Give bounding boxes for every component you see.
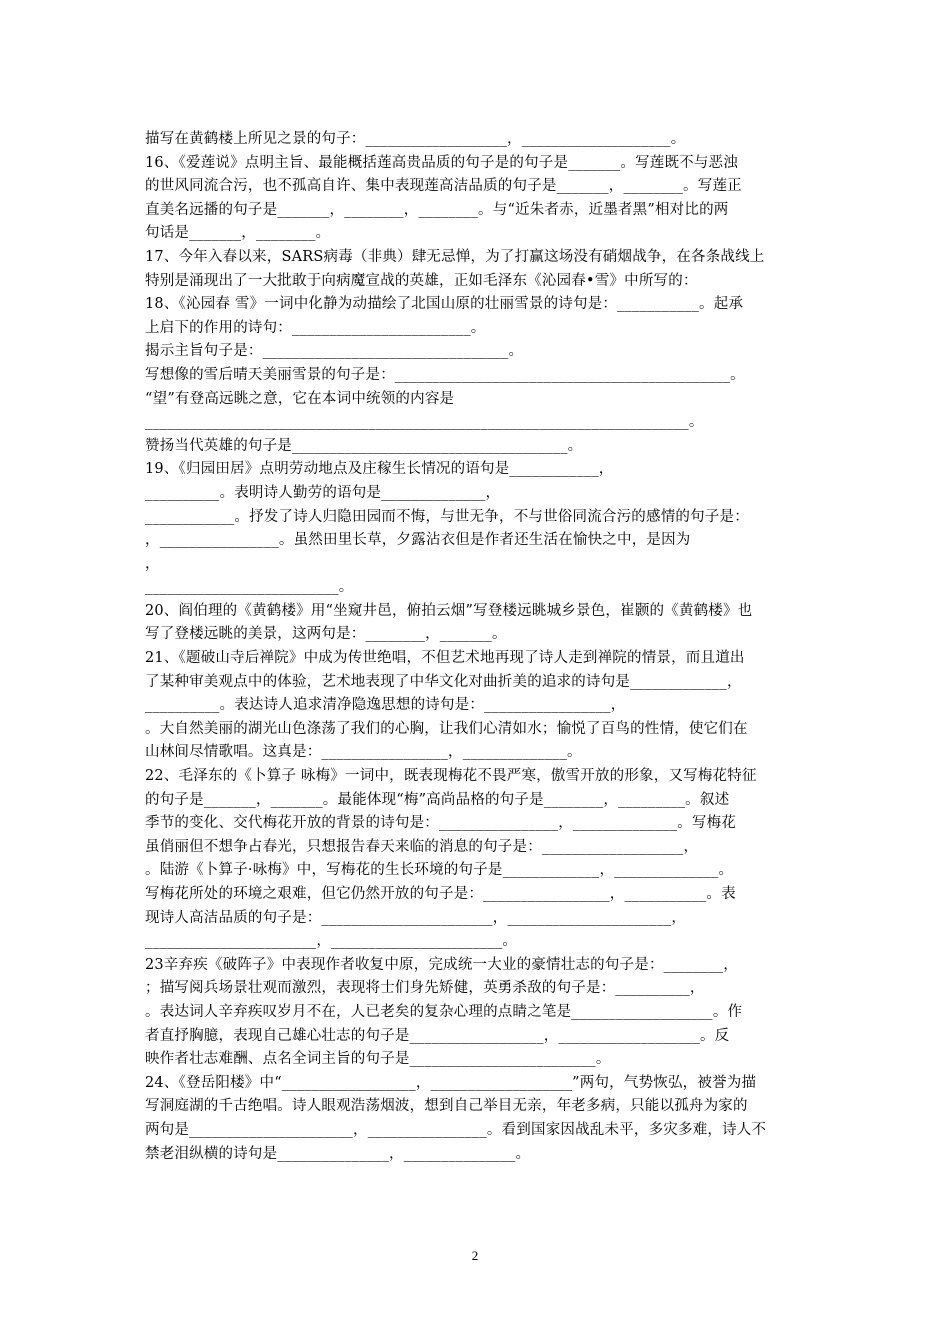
text-line: __________。表达诗人追求清净隐逸思想的诗句是：_________________， (145, 697, 626, 714)
text-line: 写梅花所处的环境之艰难，但它仍然开放的句子是：_________________，___________。表 (145, 886, 736, 902)
text-line: 赞扬当代英雄的句子是_____________________________________。 (145, 437, 583, 454)
text-line: 现诗人高洁品质的句子是：_______________________，______________________， (145, 909, 687, 926)
text-line: 19、《归园田居》点明劳动地点及庄稼生长情况的语句是____________， (145, 461, 614, 478)
text-line: 。表达词人辛弃疾叹岁月不在，人已老矣的复杂心理的点睛之笔是___________________。作 (145, 1003, 743, 1020)
text-line: 句话是_______，________。 (145, 225, 331, 242)
text-line: __________________________。 (145, 579, 354, 596)
text-line: “望”有登高远眺之意，它在本词中统领的内容是 (145, 390, 455, 407)
text-line: 写想像的雪后晴天美丽雪景的句子是：_____________________________________________。 (145, 366, 745, 383)
text-line: _______________________，_______________________。 (145, 933, 518, 950)
text-line: 18、《沁园春 雪》一词中化静为动描绘了北国山原的壮丽雪景的诗句是：___________。起承 (145, 296, 744, 313)
text-line: 山林间尽情歌唱。这真是：_________________，______________。 (145, 744, 582, 761)
text-line: 直美名远播的句子是_______，________，________。与“近朱者赤，近墨者黑”相对比的两 (145, 201, 729, 218)
text-line: 禁老泪纵横的诗句是_______________，_______________。 (145, 1145, 531, 1162)
text-line: 。陆游《卜算子·咏梅》中，写梅花的生长环境的句子是_____________，______________。 (145, 862, 734, 879)
text-line: 16、《爱莲说》点明主旨、最能概括莲高贵品质的句子是的句子是_______。写莲既不与恶浊 (145, 154, 738, 171)
text-line: 23辛弃疾《破阵子》中表现作者收复中原，完成统一大业的豪情壮志的句子是：________， (145, 956, 738, 973)
text-line: 特别是涌现出了一大批敢于向病魔宣战的英雄，正如毛泽东《沁园春•雪》中所写的： (145, 272, 698, 289)
text-line: 上启下的作用的诗句：________________________。 (145, 319, 486, 336)
text-line: 20、阎伯理的《黄鹤楼》用“坐窥井邑，俯拍云烟”写登楼远眺城乡景色，崔颢的《黄鹤楼》也 (145, 602, 753, 619)
text-line: ____________。抒发了诗人归隐田园而不悔，与世无争，不与世俗同流合污的感情的句子是： (145, 508, 749, 525)
text-line: 的句子是_______，_______。最能体现“梅”高尚品格的句子是________，_________。叙述 (145, 791, 730, 808)
text-line: 24、《登岳阳楼》中“__________________，___________________”两句，气势恢弘，被誉为描 (145, 1074, 757, 1091)
text-line: 映作者壮志难酬、点名全词主旨的句子是_________________________。 (145, 1051, 611, 1068)
text-line: 22、毛泽东的《卜算子 咏梅》一词中，既表现梅花不畏严寒，傲雪开放的形象，又写梅花特征 (145, 768, 757, 785)
text-line: 两句是______________________，________________。看到国家因战乱未平，多灾多难，诗人不 (145, 1121, 767, 1138)
text-line: 写了登楼远眺的美景，这两句是：________，_______。 (145, 626, 507, 643)
text-line: ；描写阅兵场景壮观而激烈，表现将士们身先矫健，英勇杀敌的句子是：__________， (145, 980, 705, 997)
text-line: 虽俏丽但不想争占春光，只想报告春天来临的消息的句子是：___________________， (145, 838, 699, 855)
text-line: 了某种审美观点中的体验，艺术地表现了中华文化对曲折美的追求的诗句是_____________， (145, 673, 742, 690)
text-line: 写洞庭湖的千古绝唱。诗人眼观浩荡烟波，想到自己举目无亲，年老多病，只能以孤舟为家的 (145, 1098, 748, 1115)
text-line: ， (145, 555, 160, 572)
text-line: 的世风同流合污，也不孤高自许、集中表现莲高洁品质的句子是_______，________。写莲正 (145, 178, 742, 195)
text-line: 描写在黄鹤楼上所见之景的句子：___________________，____________________。 (145, 131, 686, 147)
text-line: 季节的变化、交代梅花开放的背景的诗句是：________________，______________。写梅花 (145, 815, 736, 832)
text-line: 揭示主旨句子是：_________________________________。 (145, 343, 524, 360)
text-line: 。大自然美丽的湖光山色涤荡了我们的心胸，让我们心清如水；愉悦了百鸟的性情，使它们在 (145, 720, 748, 737)
text-line: _________________________________________________________________________。 (145, 414, 704, 431)
text-line: 17、今年入春以来，SARS病毒（非典）肆无忌惮，为了打赢这场没有硝烟战争，在各条战线上 (145, 248, 765, 265)
text-line: __________。表明诗人勤劳的语句是______________， (145, 484, 501, 501)
text-line: ，________________。虽然田里长草，夕露沾衣但是作者还生活在愉快之中，是因为 (145, 532, 691, 549)
page-number: 2 (471, 1248, 479, 1263)
text-line: 者直抒胸臆，表现自己雄心壮志的句子是__________________，___________________。反 (145, 1027, 730, 1044)
text-line: 21、《题破山寺后禅院》中成为传世绝唱，不但艺术地再现了诗人走到禅院的情景，而且道出 (145, 650, 745, 667)
document-body (145, 128, 815, 1166)
